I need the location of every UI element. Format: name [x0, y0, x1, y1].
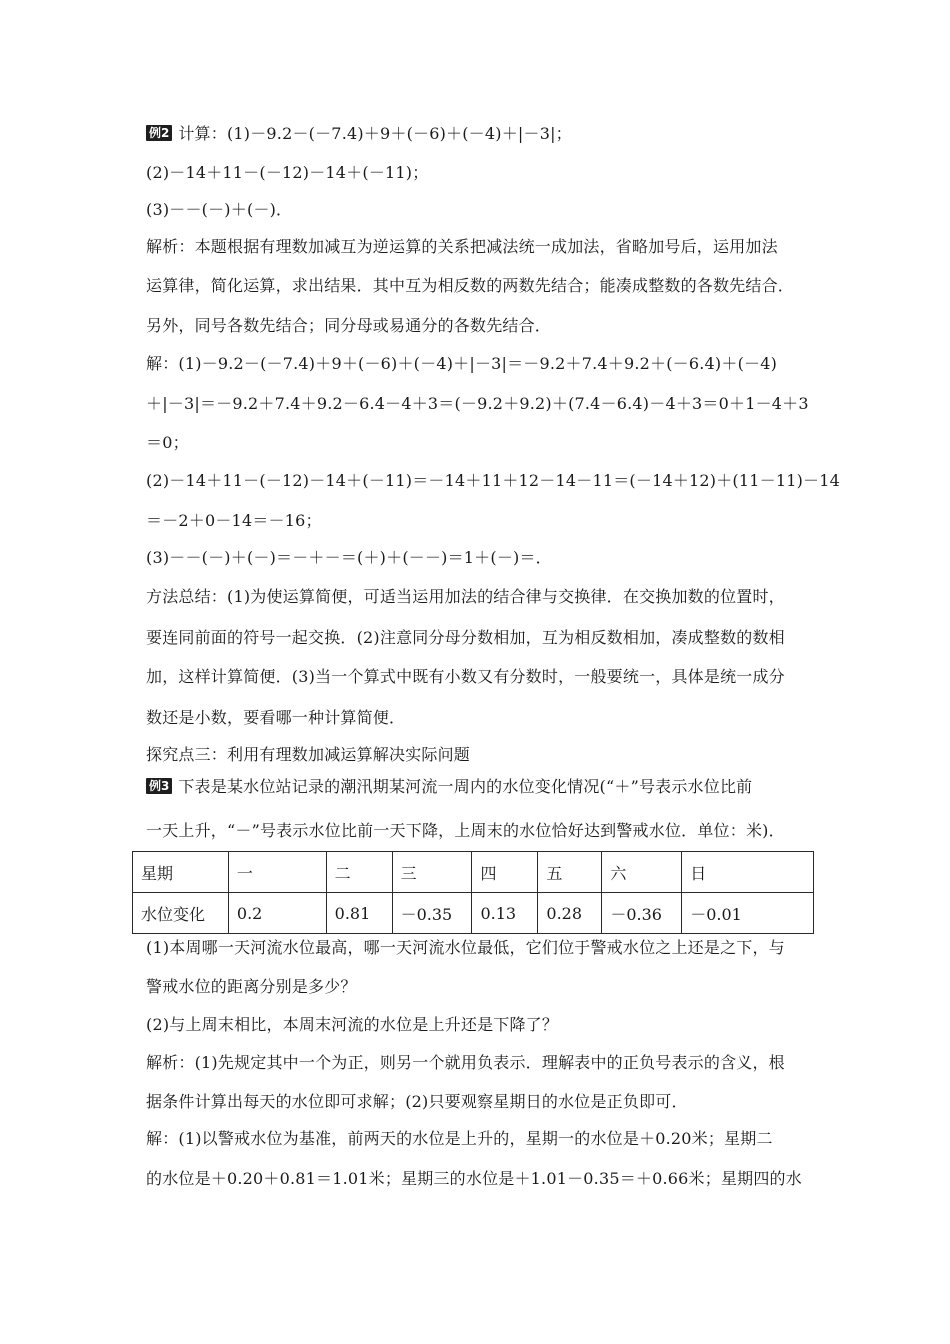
example3-analysis-line: 据条件计算出每天的水位即可求解；(2)只要观察星期日的水位是正负即可． [146, 1092, 688, 1111]
example3-part-line: 警戒水位的距离分别是多少？ [146, 977, 357, 996]
table-cell: 一 [228, 852, 326, 893]
example2-solution-line: (3)－－(－)＋(－)＝－＋－＝(＋)＋(－－)＝1＋(－)＝． [146, 548, 552, 567]
example2-part3: (3)－－(－)＋(－)． [146, 200, 293, 219]
example2-solution-line: (2)－14＋11－(－12)－14＋(－11)＝－14＋11＋12－14－11＝(－14＋12)＋(11－11)－14 [146, 471, 840, 490]
example3-question-line [146, 777, 752, 797]
table-cell: －0.35 [392, 893, 472, 934]
example3-solution-line: 的水位是＋0.20＋0.81＝1.01米；星期三的水位是＋1.01－0.35＝＋0.66米；星期四的水 [146, 1169, 802, 1188]
method-summary-line: 加，这样计算简便．(3)当一个算式中既有小数又有分数时，一般要统一，具体是统一成分 [146, 667, 785, 686]
table-cell: 日 [682, 852, 814, 893]
table-cell: 五 [538, 852, 602, 893]
table-cell: 四 [472, 852, 538, 893]
method-summary-line: 数还是小数，要看哪一种计算简便． [146, 708, 406, 727]
water-level-table [132, 851, 814, 934]
table-cell: －0.36 [602, 893, 682, 934]
table-cell: 二 [326, 852, 392, 893]
example3-solution-line: 解：(1)以警戒水位为基准，前两天的水位是上升的，星期一的水位是＋0.20米；星期二 [146, 1129, 773, 1148]
example2-question: 计算：(1)－9.2－(－7.4)＋9＋(－6)＋(－4)＋|－3|； [178, 124, 572, 143]
table-row [133, 893, 814, 934]
example2-solution-line: 解：(1)－9.2－(－7.4)＋9＋(－6)＋(－4)＋|－3|＝－9.2＋7.4＋9.2＋(－6.4)＋(－4) [146, 354, 778, 373]
example2-analysis-line: 另外，同号各数先结合；同分母或易通分的各数先结合． [146, 316, 552, 335]
table-cell: 0.13 [472, 893, 538, 934]
example2-analysis-line: 运算律，简化运算，求出结果．其中互为相反数的两数先结合；能凑成整数的各数先结合． [146, 276, 795, 295]
method-summary-line: 要连同前面的符号一起交换．(2)注意同分母分数相加，互为相反数相加，凑成整数的数相 [146, 628, 785, 647]
table-cell: －0.01 [682, 893, 814, 934]
table-cell: 0.81 [326, 893, 392, 934]
table-cell: 三 [392, 852, 472, 893]
example3-part-line: (1)本周哪一天河流水位最高，哪一天河流水位最低，它们位于警戒水位之上还是之下，与 [146, 938, 785, 957]
table-cell: 0.2 [228, 893, 326, 934]
table-cell: 六 [602, 852, 682, 893]
table-cell: 水位变化 [133, 893, 229, 934]
example3-question-line: 一天上升，“－”号表示水位比前一天下降，上周末的水位恰好达到警戒水位．单位：米)． [146, 821, 785, 840]
example3-question: 下表是某水位站记录的潮汛期某河流一周内的水位变化情况(“＋”号表示水位比前 [178, 777, 753, 796]
example2-badge: 例2 [146, 125, 172, 141]
example3-part-line: (2)与上周末相比，本周末河流的水位是上升还是下降了？ [146, 1015, 559, 1034]
method-summary-line: 方法总结：(1)为使运算简便，可适当运用加法的结合律与交换律．在交换加数的位置时， [146, 587, 785, 606]
example2-part2: (2)－14＋11－(－12)－14＋(－11)； [146, 163, 429, 182]
example3-badge: 例3 [146, 778, 172, 794]
example2-solution-line: ＋|－3|＝－9.2＋7.4＋9.2－6.4－4＋3＝(－9.2＋9.2)＋(7.4－6.4)－4＋3＝0＋1－4＋3 [146, 394, 809, 413]
example3-analysis-line: 解析：(1)先规定其中一个为正，则另一个就用负表示．理解表中的正负号表示的含义，根 [146, 1053, 785, 1072]
table-cell: 0.28 [538, 893, 602, 934]
example2-solution-line: ＝0； [146, 433, 189, 452]
example2-solution-line: ＝－2＋0－14＝－16； [146, 511, 322, 530]
table-cell: 星期 [133, 852, 229, 893]
table-header-row [133, 852, 814, 893]
example2-analysis-line: 解析：本题根据有理数加减互为逆运算的关系把减法统一成加法，省略加号后，运用加法 [146, 237, 778, 256]
section3-title: 探究点三：利用有理数加减运算解决实际问题 [146, 745, 471, 764]
example2-question-line [146, 124, 572, 144]
